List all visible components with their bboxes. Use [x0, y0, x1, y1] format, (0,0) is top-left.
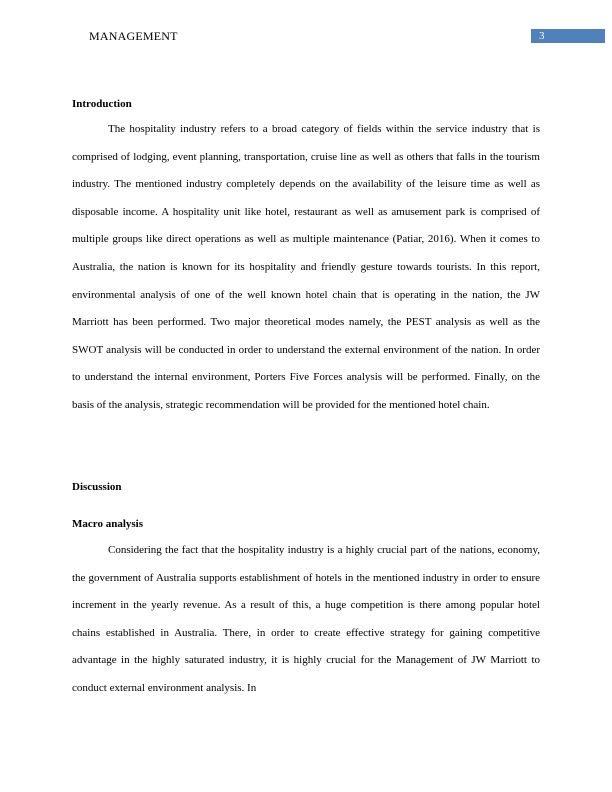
macro-analysis-heading: Macro analysis — [72, 518, 143, 530]
introduction-paragraph: The hospitality industry refers to a broad category of fields within the service industry that is comprised of lodging, event planning, transportation, cruise line as well as others that falls in the tourism industry. The mentioned industry completely depends on the availability of the leisure time as well as disposable income. A hospitality unit like hotel, restaurant as well as amusement park is comprised of multiple groups like direct operations as well as multiple maintenance (Patiar, 2016). When it comes to Australia, the nation is known for its hospitality and friendly gesture towards tourists. In this report, environmental analysis of one of the well known hotel chain that is operating in the nation, the JW Marriott has been performed. Two major theoretical modes namely, the PEST analysis as well as the SWOT analysis will be conducted in order to understand the external environment of the nation. In order to understand the internal environment, Porters Five Forces analysis will be performed. Finally, on the basis of the analysis, strategic recommendation will be provided for the mentioned hotel chain. — [72, 123, 540, 411]
introduction-heading: Introduction — [72, 98, 132, 110]
running-header-title: MANAGEMENT — [89, 29, 178, 43]
discussion-heading: Discussion — [72, 481, 122, 493]
page-number-badge: 3 — [531, 29, 605, 43]
macro-analysis-paragraph: Considering the fact that the hospitality industry is a highly crucial part of the nations, economy, the government of Australia supports establishment of hotels in the mentioned industry in order to ensure increment in the yearly revenue. As a result of this, a huge competition is there among popular hotel chains established in Australia. There, in order to create effective strategy for gaining competitive advantage in the highly saturated industry, it is highly crucial for the Management of JW Marriott to conduct external environment analysis. In — [72, 544, 540, 694]
